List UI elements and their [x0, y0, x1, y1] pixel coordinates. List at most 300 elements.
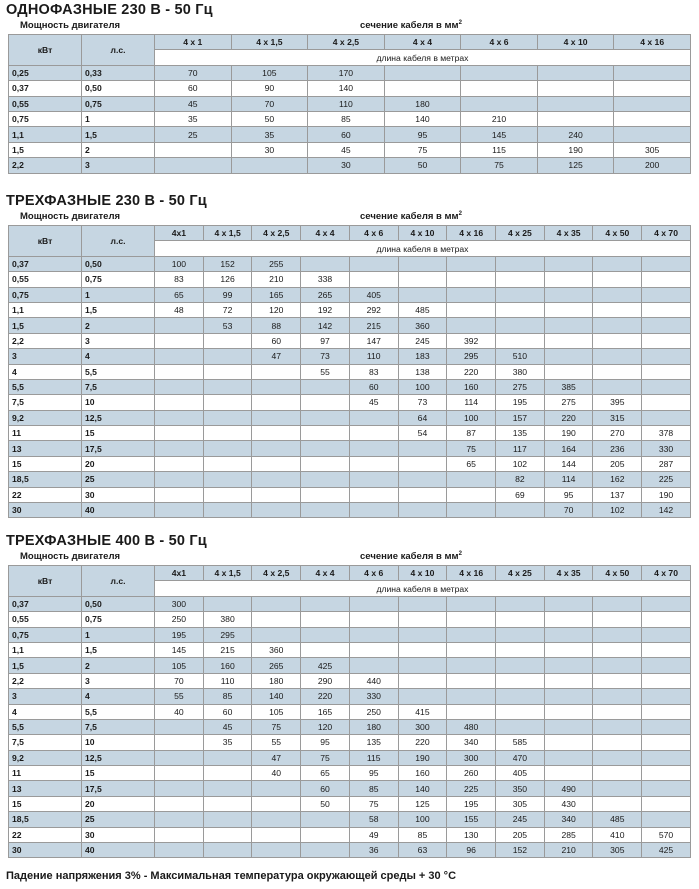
hp-cell: 15 [82, 426, 155, 441]
length-cell [301, 456, 350, 471]
length-cell: 290 [301, 673, 350, 688]
length-cell [203, 766, 252, 781]
hp-cell: 20 [82, 796, 155, 811]
length-cell [496, 704, 545, 719]
length-cell [496, 612, 545, 627]
length-cell: 73 [398, 395, 447, 410]
length-cell [398, 256, 447, 271]
length-cell: 215 [203, 642, 252, 657]
length-cell [252, 627, 301, 642]
length-cell: 69 [496, 487, 545, 502]
length-cell [252, 843, 301, 858]
column-header: 4 x 1,5 [203, 566, 252, 581]
length-label: длина кабеля в метрах [155, 241, 691, 256]
length-cell: 292 [349, 302, 398, 317]
kw-cell: 4 [9, 364, 82, 379]
length-cell: 60 [155, 81, 232, 96]
hp-cell: 25 [82, 472, 155, 487]
length-cell: 48 [155, 302, 204, 317]
column-header: 4 x 2,5 [252, 566, 301, 581]
hp-cell: 10 [82, 395, 155, 410]
length-cell: 350 [496, 781, 545, 796]
length-cell [349, 612, 398, 627]
length-cell: 265 [301, 287, 350, 302]
section-header [8, 210, 690, 225]
length-cell: 60 [203, 704, 252, 719]
length-cell: 70 [155, 673, 204, 688]
length-cell [496, 719, 545, 734]
column-header: 4 x 4 [301, 226, 350, 241]
length-cell: 195 [447, 796, 496, 811]
length-cell: 72 [203, 302, 252, 317]
hp-cell: 0,75 [82, 96, 155, 111]
hp-cell: 2 [82, 658, 155, 673]
length-cell: 117 [496, 441, 545, 456]
length-cell: 55 [252, 735, 301, 750]
length-cell: 60 [349, 379, 398, 394]
length-cell [642, 812, 691, 827]
length-cell: 210 [544, 843, 593, 858]
length-cell: 110 [203, 673, 252, 688]
column-header: 4 x 70 [642, 226, 691, 241]
kw-cell: 1,1 [9, 127, 82, 142]
length-cell: 430 [544, 796, 593, 811]
column-header: 4 x 50 [593, 226, 642, 241]
length-cell: 160 [203, 658, 252, 673]
column-header: 4x1 [155, 566, 204, 581]
length-cell: 190 [398, 750, 447, 765]
length-cell [614, 127, 691, 142]
length-cell [349, 487, 398, 502]
length-cell [301, 503, 350, 518]
length-cell [301, 627, 350, 642]
length-cell [155, 142, 232, 157]
kw-cell: 13 [9, 781, 82, 796]
length-cell [252, 395, 301, 410]
table-row [9, 379, 691, 394]
hp-cell: 5,5 [82, 704, 155, 719]
length-cell [593, 627, 642, 642]
hp-cell: 12,5 [82, 410, 155, 425]
length-cell: 300 [447, 750, 496, 765]
hp-header: л.с. [82, 35, 155, 66]
length-cell [203, 379, 252, 394]
table-row [9, 812, 691, 827]
kw-cell: 2,2 [9, 673, 82, 688]
length-cell: 378 [642, 426, 691, 441]
kw-cell: 1,5 [9, 658, 82, 673]
length-cell: 330 [349, 689, 398, 704]
kw-cell: 1,5 [9, 318, 82, 333]
length-cell [642, 333, 691, 348]
length-cell [349, 658, 398, 673]
length-cell: 410 [593, 827, 642, 842]
table-row [9, 735, 691, 750]
length-cell: 115 [349, 750, 398, 765]
column-header: 4 x 6 [349, 566, 398, 581]
column-header: 4 x 10 [398, 226, 447, 241]
length-cell: 47 [252, 750, 301, 765]
table-row [9, 781, 691, 796]
length-cell [349, 256, 398, 271]
length-cell: 165 [252, 287, 301, 302]
length-cell [537, 96, 614, 111]
length-cell [642, 766, 691, 781]
kw-cell: 0,25 [9, 65, 82, 80]
length-cell: 275 [544, 395, 593, 410]
cable-section-sup: 2 [458, 211, 462, 217]
length-cell: 70 [155, 65, 232, 80]
length-cell: 60 [252, 333, 301, 348]
length-cell: 440 [349, 673, 398, 688]
length-cell [642, 364, 691, 379]
length-cell [203, 750, 252, 765]
length-cell: 250 [349, 704, 398, 719]
length-cell: 164 [544, 441, 593, 456]
length-cell: 85 [308, 111, 385, 126]
length-cell [447, 596, 496, 611]
length-cell [203, 441, 252, 456]
length-cell: 236 [593, 441, 642, 456]
length-cell: 95 [544, 487, 593, 502]
kw-header: кВт [9, 35, 82, 66]
length-cell [593, 256, 642, 271]
length-cell: 285 [544, 827, 593, 842]
length-cell: 360 [398, 318, 447, 333]
length-cell [544, 272, 593, 287]
kw-cell: 0,75 [9, 111, 82, 126]
length-cell [349, 272, 398, 287]
length-cell: 105 [252, 704, 301, 719]
kw-cell: 7,5 [9, 395, 82, 410]
length-cell [593, 673, 642, 688]
hp-cell: 2 [82, 318, 155, 333]
cable-section-sup: 2 [458, 20, 462, 26]
table-row [9, 719, 691, 734]
length-cell: 180 [384, 96, 461, 111]
length-cell [593, 750, 642, 765]
length-cell [614, 96, 691, 111]
length-cell: 99 [203, 287, 252, 302]
section-title: ТРЕХФАЗНЫЕ 230 В - 50 Гц [6, 193, 207, 209]
length-cell [447, 658, 496, 673]
section-three-phase-400v [8, 532, 690, 858]
length-cell [231, 158, 308, 173]
column-header: 4 x 16 [614, 35, 691, 50]
table-row [9, 364, 691, 379]
length-cell: 380 [496, 364, 545, 379]
length-cell [203, 812, 252, 827]
hp-cell: 1,5 [82, 302, 155, 317]
column-header: 4 x 6 [349, 226, 398, 241]
table-row [9, 287, 691, 302]
length-cell [203, 456, 252, 471]
length-cell: 58 [349, 812, 398, 827]
table-row [9, 127, 691, 142]
length-cell: 53 [203, 318, 252, 333]
length-cell [398, 612, 447, 627]
length-cell [447, 704, 496, 719]
length-cell [496, 658, 545, 673]
length-cell: 190 [544, 426, 593, 441]
length-cell [496, 689, 545, 704]
length-cell: 36 [349, 843, 398, 858]
length-cell [614, 81, 691, 96]
length-cell [155, 456, 204, 471]
length-cell: 50 [231, 111, 308, 126]
kw-cell: 3 [9, 689, 82, 704]
length-cell [447, 472, 496, 487]
length-cell: 147 [349, 333, 398, 348]
length-label: длина кабеля в метрах [155, 50, 691, 65]
length-cell [252, 796, 301, 811]
length-cell: 155 [447, 812, 496, 827]
hp-cell: 40 [82, 503, 155, 518]
length-cell [496, 596, 545, 611]
column-header: 4x1 [155, 226, 204, 241]
length-cell [301, 379, 350, 394]
length-cell [447, 256, 496, 271]
length-cell [544, 658, 593, 673]
hp-cell: 20 [82, 456, 155, 471]
length-cell [252, 781, 301, 796]
hp-cell: 1 [82, 111, 155, 126]
length-cell: 95 [384, 127, 461, 142]
length-cell [496, 256, 545, 271]
kw-cell: 0,75 [9, 627, 82, 642]
length-cell: 145 [461, 127, 538, 142]
length-cell [544, 750, 593, 765]
kw-cell: 11 [9, 426, 82, 441]
length-cell: 70 [231, 96, 308, 111]
length-cell: 295 [203, 627, 252, 642]
length-cell [252, 441, 301, 456]
table-row [9, 612, 691, 627]
length-cell: 73 [301, 349, 350, 364]
length-cell [496, 627, 545, 642]
length-cell [642, 781, 691, 796]
length-cell: 120 [252, 302, 301, 317]
length-cell [301, 441, 350, 456]
table-row [9, 750, 691, 765]
length-cell [252, 487, 301, 502]
kw-cell: 11 [9, 766, 82, 781]
length-cell: 40 [155, 704, 204, 719]
length-cell: 95 [301, 735, 350, 750]
length-cell [252, 472, 301, 487]
length-cell: 55 [155, 689, 204, 704]
length-cell [155, 766, 204, 781]
hp-cell: 1,5 [82, 127, 155, 142]
length-cell [593, 735, 642, 750]
length-cell: 64 [398, 410, 447, 425]
hp-cell: 1 [82, 287, 155, 302]
length-cell: 405 [496, 766, 545, 781]
length-cell [155, 472, 204, 487]
column-header: 4 x 2,5 [308, 35, 385, 50]
length-cell [593, 612, 642, 627]
length-cell: 144 [544, 456, 593, 471]
length-cell [593, 318, 642, 333]
length-cell: 47 [252, 349, 301, 364]
length-cell: 138 [398, 364, 447, 379]
length-cell: 480 [447, 719, 496, 734]
length-cell: 220 [398, 735, 447, 750]
length-cell: 340 [447, 735, 496, 750]
length-cell: 160 [398, 766, 447, 781]
length-cell: 65 [447, 456, 496, 471]
length-cell [614, 65, 691, 80]
kw-cell: 15 [9, 796, 82, 811]
kw-cell: 3 [9, 349, 82, 364]
length-cell: 137 [593, 487, 642, 502]
length-cell [203, 781, 252, 796]
length-cell: 145 [155, 642, 204, 657]
length-cell [203, 596, 252, 611]
hp-cell: 4 [82, 349, 155, 364]
length-cell: 88 [252, 318, 301, 333]
length-cell: 100 [398, 812, 447, 827]
length-cell: 142 [642, 503, 691, 518]
length-cell [447, 487, 496, 502]
length-cell [593, 689, 642, 704]
table-row [9, 65, 691, 80]
length-cell [544, 719, 593, 734]
length-cell: 95 [349, 766, 398, 781]
length-cell [155, 781, 204, 796]
length-cell: 49 [349, 827, 398, 842]
table-row [9, 256, 691, 271]
length-cell: 85 [349, 781, 398, 796]
hp-cell: 4 [82, 689, 155, 704]
length-cell [593, 333, 642, 348]
length-cell: 225 [642, 472, 691, 487]
length-cell [642, 689, 691, 704]
length-cell: 215 [349, 318, 398, 333]
cable-section-label [360, 20, 462, 31]
length-cell: 220 [447, 364, 496, 379]
hp-cell: 0,33 [82, 65, 155, 80]
length-cell: 245 [496, 812, 545, 827]
length-cell: 60 [308, 127, 385, 142]
length-cell [155, 735, 204, 750]
kw-cell: 1,1 [9, 642, 82, 657]
length-cell [447, 302, 496, 317]
length-cell [642, 750, 691, 765]
length-cell [301, 812, 350, 827]
length-cell [203, 333, 252, 348]
length-cell [447, 272, 496, 287]
length-cell [349, 456, 398, 471]
column-header: 4 x 1 [155, 35, 232, 50]
length-cell: 102 [593, 503, 642, 518]
length-cell [203, 503, 252, 518]
length-cell: 54 [398, 426, 447, 441]
kw-cell: 9,2 [9, 410, 82, 425]
length-cell [593, 796, 642, 811]
kw-cell: 7,5 [9, 735, 82, 750]
length-cell: 65 [155, 287, 204, 302]
length-label: длина кабеля в метрах [155, 581, 691, 596]
length-cell: 360 [252, 642, 301, 657]
length-cell: 300 [155, 596, 204, 611]
length-cell [593, 766, 642, 781]
length-cell [593, 287, 642, 302]
length-cell: 265 [252, 658, 301, 673]
length-cell: 210 [461, 111, 538, 126]
length-cell: 100 [447, 410, 496, 425]
length-cell: 55 [301, 364, 350, 379]
column-header: 4 x 10 [537, 35, 614, 50]
motor-power-label: Мощность двигателя [20, 551, 121, 562]
hp-cell: 3 [82, 673, 155, 688]
length-cell [544, 627, 593, 642]
length-cell: 87 [447, 426, 496, 441]
column-header: 4 x 25 [496, 566, 545, 581]
length-cell [544, 612, 593, 627]
length-cell: 470 [496, 750, 545, 765]
kw-header: кВт [9, 226, 82, 257]
length-cell [544, 735, 593, 750]
length-cell [447, 612, 496, 627]
length-cell [252, 410, 301, 425]
column-header: 4 x 4 [301, 566, 350, 581]
length-cell [642, 612, 691, 627]
kw-cell: 18,5 [9, 472, 82, 487]
length-cell: 192 [301, 302, 350, 317]
length-cell: 100 [398, 379, 447, 394]
length-cell: 50 [301, 796, 350, 811]
length-cell [155, 410, 204, 425]
kw-cell: 5,5 [9, 379, 82, 394]
length-cell: 338 [301, 272, 350, 287]
length-cell [398, 441, 447, 456]
length-cell: 125 [398, 796, 447, 811]
length-cell [203, 843, 252, 858]
length-cell: 135 [496, 426, 545, 441]
length-cell: 110 [308, 96, 385, 111]
length-cell [301, 426, 350, 441]
length-cell [544, 287, 593, 302]
cable-table [8, 565, 691, 858]
kw-cell: 22 [9, 827, 82, 842]
length-cell: 35 [231, 127, 308, 142]
length-cell: 287 [642, 456, 691, 471]
length-cell [301, 487, 350, 502]
length-cell [155, 441, 204, 456]
length-cell [642, 704, 691, 719]
length-cell [447, 287, 496, 302]
length-cell [642, 719, 691, 734]
length-cell [349, 642, 398, 657]
table-row [9, 395, 691, 410]
hp-cell: 1 [82, 627, 155, 642]
length-cell: 140 [384, 111, 461, 126]
length-cell [252, 827, 301, 842]
table-row [9, 302, 691, 317]
length-cell: 75 [384, 142, 461, 157]
length-cell: 180 [349, 719, 398, 734]
length-cell [537, 65, 614, 80]
kw-cell: 1,5 [9, 142, 82, 157]
length-cell [496, 318, 545, 333]
length-cell [155, 333, 204, 348]
length-cell: 85 [398, 827, 447, 842]
length-cell [496, 503, 545, 518]
length-cell: 75 [301, 750, 350, 765]
length-cell: 240 [537, 127, 614, 142]
length-cell: 380 [203, 612, 252, 627]
